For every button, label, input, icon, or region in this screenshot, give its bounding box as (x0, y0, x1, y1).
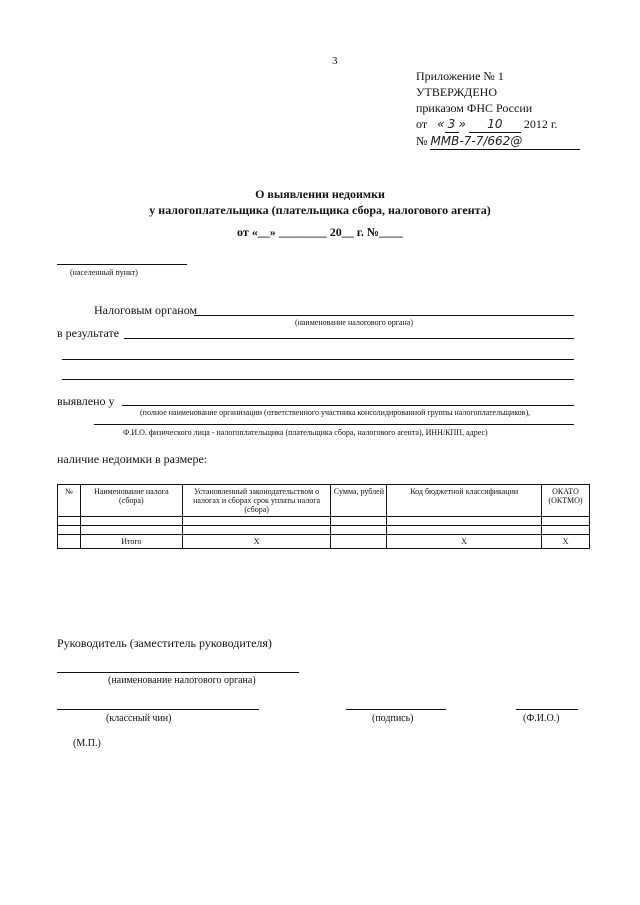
result-line-2 (62, 359, 574, 360)
sign-line (346, 709, 446, 710)
identified-line-1 (122, 405, 574, 406)
result-line-1 (124, 338, 574, 339)
place-caption: (населенный пункт) (70, 268, 138, 277)
table-row (58, 526, 590, 535)
approval-line-1: Приложение № 1 (416, 69, 504, 83)
table-cell (80, 517, 182, 526)
head-label: Руководитель (заместитель руководителя) (57, 636, 272, 650)
table-cell (331, 535, 387, 549)
table-cell: Х (182, 535, 331, 549)
table-header-cell: Сумма, рублей (331, 485, 387, 517)
person-caption: Ф.И.О. физического лица - налогоплательщика (плательщика сбора, налогового агента), ИНН/КПП, адрес) (123, 428, 488, 437)
tax-authority-line (194, 315, 574, 316)
title-line-1: О выявлении недоимки (255, 187, 385, 201)
approval-block (416, 68, 580, 150)
date-prefix: от (416, 117, 428, 131)
table-total-label: Итого (80, 535, 182, 549)
table-total-row (58, 535, 590, 549)
title-line-3: от «__» ________ 20__ г. №____ (237, 225, 403, 239)
approval-number (416, 133, 580, 150)
tax-authority-caption: (наименование налогового органа) (294, 318, 414, 327)
table-cell: Х (387, 535, 542, 549)
name-caption: (Ф.И.О.) (523, 713, 560, 724)
identified-line-2 (94, 424, 574, 425)
number-prefix: № (416, 134, 428, 148)
identified-label: выявлено у (57, 394, 115, 408)
table-cell (80, 526, 182, 535)
table-cell (331, 517, 387, 526)
authority-sign-line (57, 672, 299, 673)
stamp-place: (М.П.) (73, 738, 101, 749)
table-header-cell: Код бюджетной классификации (387, 485, 542, 517)
table-cell (541, 526, 589, 535)
table-cell (182, 526, 331, 535)
result-line-3 (62, 379, 574, 380)
table-cell (58, 517, 81, 526)
page-number: 3 (332, 55, 338, 67)
table-cell (182, 517, 331, 526)
number-value: ММВ-7-7/662@ (430, 133, 580, 150)
table-cell (58, 535, 81, 549)
authority-caption: (наименование налогового органа) (108, 675, 256, 686)
table-header-row (58, 485, 590, 517)
rank-line (57, 709, 259, 710)
document-title (60, 186, 580, 240)
date-year: 2012 г. (523, 117, 558, 131)
table-header-cell: Наименование налога (сбора) (80, 485, 182, 517)
table-cell (331, 526, 387, 535)
table-cell (387, 517, 542, 526)
approval-line-2: УТВЕРЖДЕНО (416, 85, 498, 99)
approval-line-3: приказом ФНС России (416, 101, 533, 115)
table-cell (387, 526, 542, 535)
arrears-table (57, 484, 590, 549)
sign-caption: (подпись) (372, 713, 414, 724)
name-line (516, 709, 578, 710)
result-label: в результате (57, 326, 120, 340)
table-header-cell: ОКАТО (ОКТМО) (541, 485, 589, 517)
rank-caption: (классный чин) (106, 713, 172, 724)
table-row (58, 517, 590, 526)
table-cell: Х (541, 535, 589, 549)
date-quote-open: « (437, 117, 445, 131)
date-month: 10 (469, 116, 521, 133)
table-header-cell: № (58, 485, 81, 517)
approval-date (416, 116, 580, 133)
table-header-cell: Установленный законодательством о налогах и сборах срок уплаты налога (сбора) (182, 485, 331, 517)
date-day: 3 (445, 116, 459, 133)
place-line (57, 264, 187, 265)
tax-authority-label: Налоговым органом (94, 303, 198, 317)
table-cell (541, 517, 589, 526)
table-cell (58, 526, 81, 535)
arrears-label: наличие недоимки в размере: (57, 452, 208, 466)
date-quote-close: » (458, 117, 466, 131)
org-caption: (полное наименование организации (ответственного участника консолидированной группы налогоплательщиков), (140, 408, 531, 417)
title-line-2: у налогоплательщика (плательщика сбора, налогового агента) (149, 203, 491, 217)
